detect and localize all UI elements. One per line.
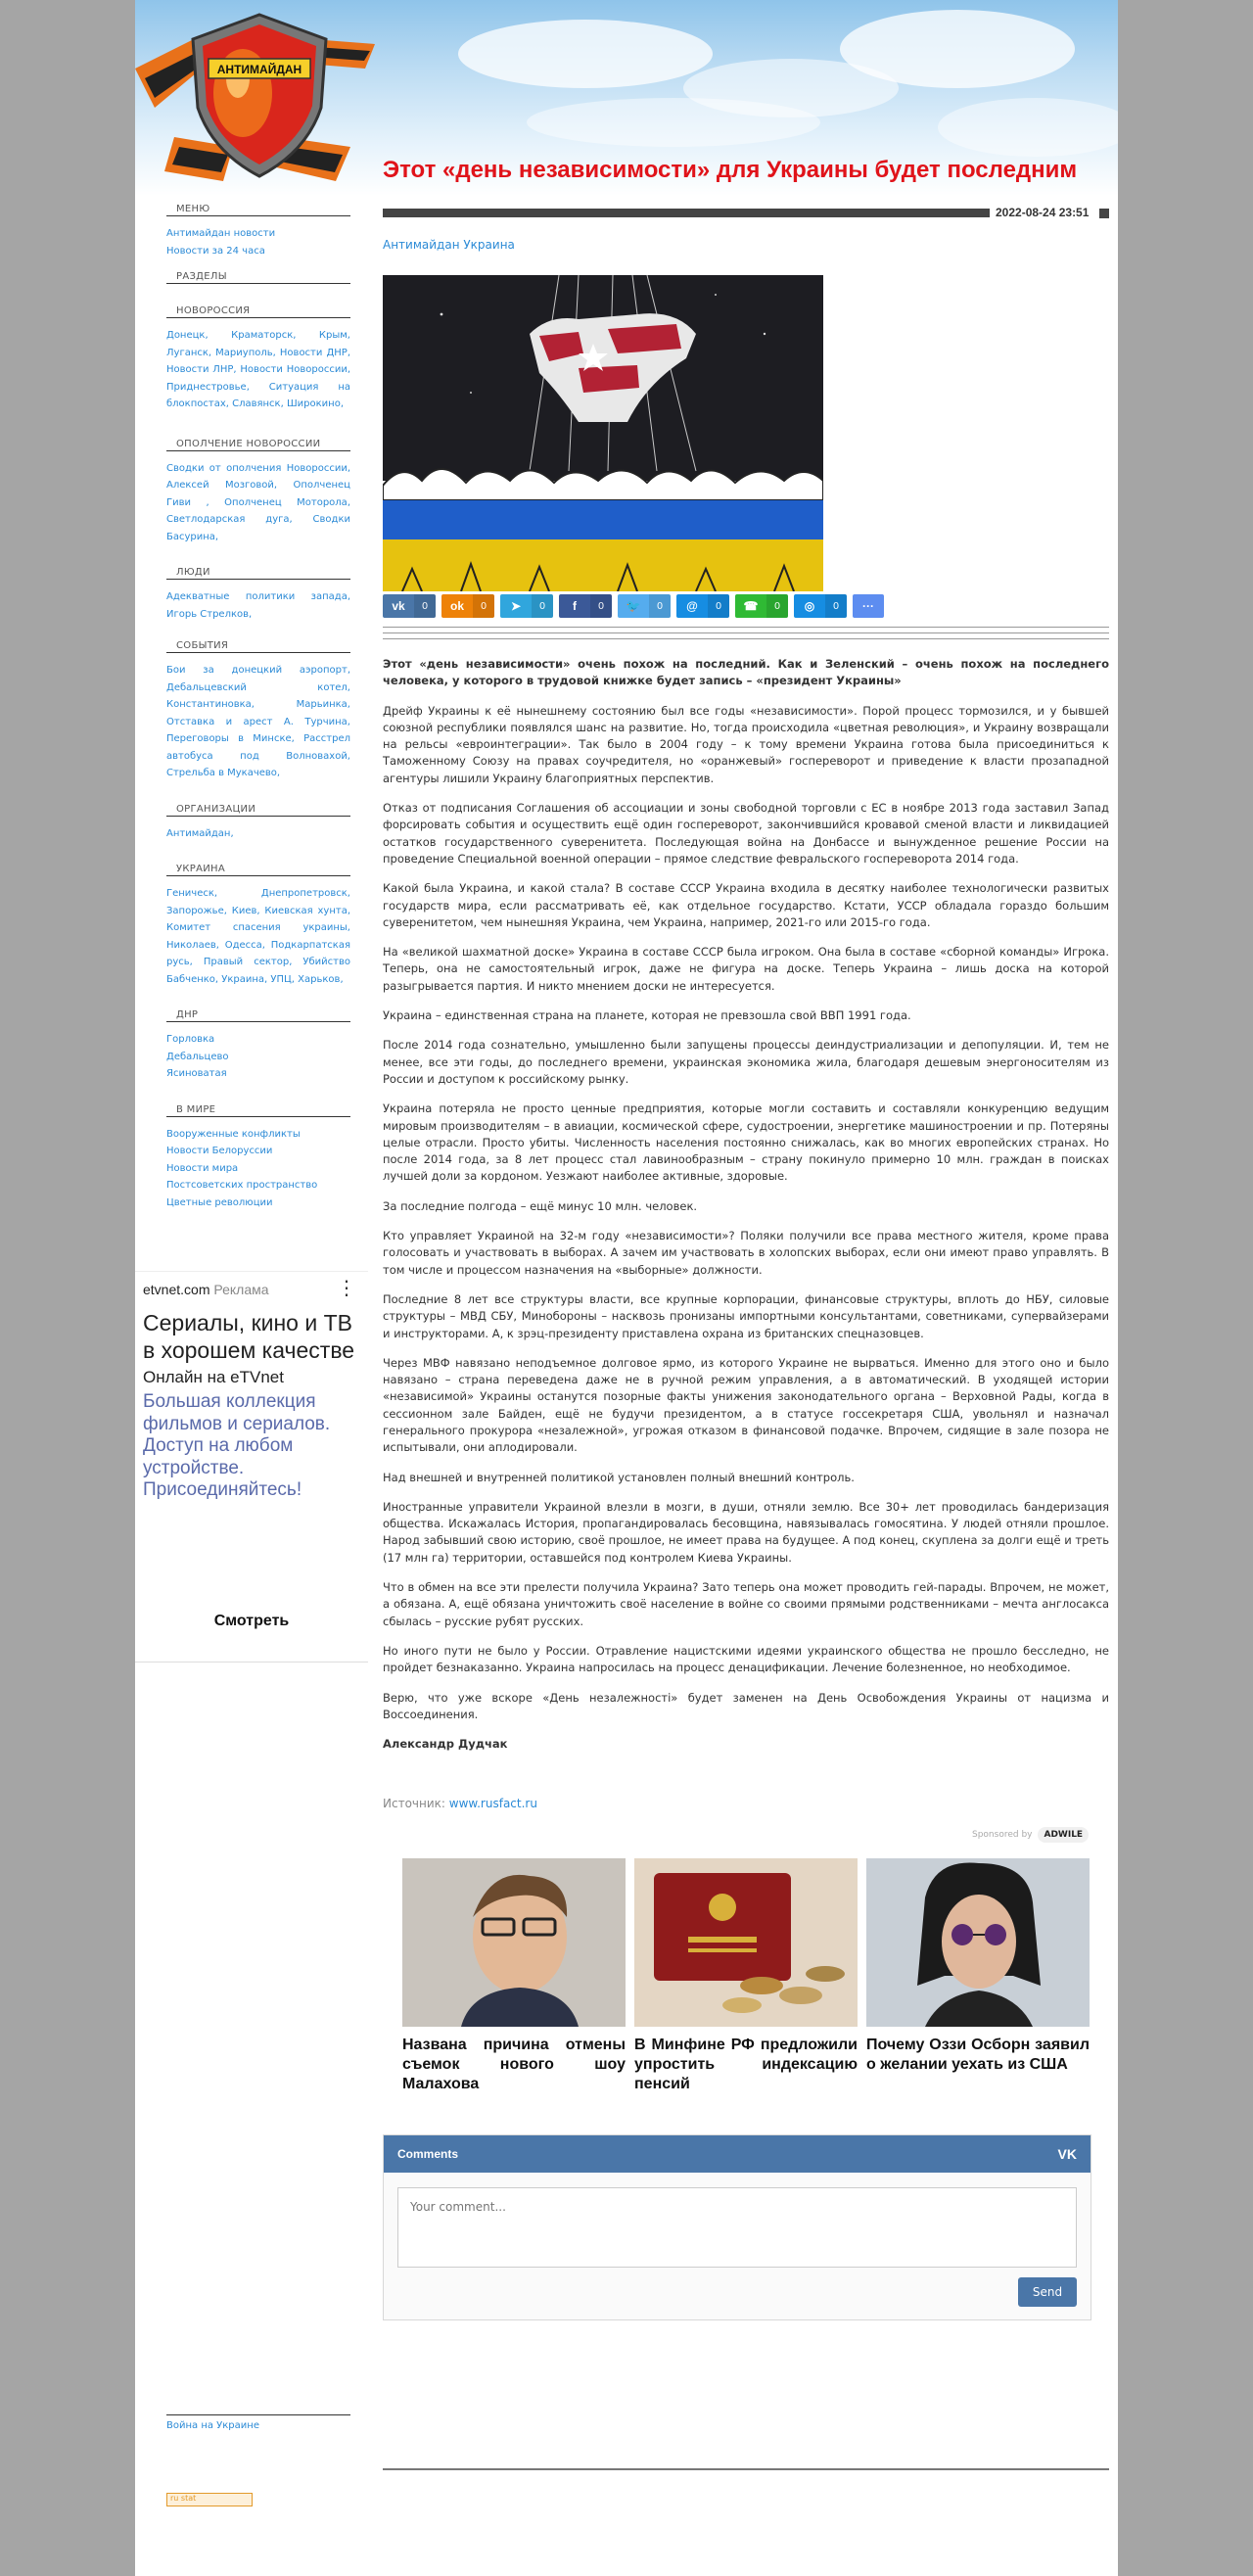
sidebar-link[interactable]: Антимайдан,: [166, 827, 234, 839]
sidebar-link[interactable]: Убийство Бабченко,: [166, 957, 351, 985]
article-paragraph: Дрейф Украины к её нынешнему состоянию был все годы «независимости». Порой процесс тормозился, и у бывшей союзной республики появлялся шанс на развитие. Но, тогда происходила «цветная революция», и Украину возвращали на рельсы «евроинтеграции». Так было в 2004 году – к тому времени Украина готова была присоединиться к Таможенному Союзу на правах соучредителя, но «оранжевый» госпереворот и приведение к власти прозападной агентуры лишили Украину благоприятных перспектив.: [383, 703, 1109, 785]
sidebar: [166, 204, 350, 1211]
sidebar-link[interactable]: Светлодарская дуга,: [166, 514, 293, 525]
share-button[interactable]: [441, 594, 494, 618]
share-count: 0: [532, 594, 553, 618]
comments-widget: [383, 2134, 1091, 2320]
ad-brand[interactable]: etvnet.com: [143, 1282, 210, 1297]
whatsapp-icon[interactable]: ☎: [743, 599, 759, 613]
sidebar-link[interactable]: Геническ,: [166, 888, 218, 899]
sidebar-section-title: НОВОРОССИЯ: [166, 305, 350, 318]
vk-icon[interactable]: vk: [392, 599, 405, 613]
article-paragraph: Иностранные управители Украиной влезли в мозги, в души, отняли землю. Все 30+ лет проводилась бандеризация общества. Искажалась История, пропагандировалась бесовщина, навязывалась гомосятина. У людей отняли прошлое. Народ забывший свою историю, своё прошлое, не имеет права на будущее. А под конец, скупленa за долги ещё и треть (17 млн га) территории, оставшейся под контролем Киева Украины.: [383, 1499, 1109, 1565]
sidebar-link[interactable]: Запорожье,: [166, 905, 227, 916]
recommend-title[interactable]: Названа причина отмены съемок нового шоу Малахова: [402, 2037, 626, 2092]
site-logo[interactable]: [135, 0, 385, 186]
article-paragraph: За последние полгода – ещё минус 10 млн. человек.: [383, 1198, 698, 1213]
page: [135, 0, 1118, 2576]
article-paragraph: Последние 8 лет все структуры власти, все крупные корпорации, финансовые структуры, вплоть до НБУ, силовые структуры – МВД СБУ, Минобороны – насквозь пронизаны импортными консультантами, советниками, супервайзерами и инструкторами. А, к зрэц-президенту приставлена охрана из британских спецназовцев.: [383, 1291, 1109, 1340]
article-paragraph: Что в обмен на все эти прелести получила Украина? Зато теперь она может проводить гей-парады. Впрочем, не может, а обязана. А, ещё обязана уничтожить своё население в войне со своими прямыми родственниками – мечта англосакса сбылась – русские рубят русских.: [383, 1580, 1109, 1628]
sidebar-link[interactable]: Марьинка,: [296, 699, 350, 710]
sidebar-link[interactable]: Краматорск,: [231, 330, 297, 341]
sponsored-label: Sponsored by: [972, 1830, 1033, 1840]
sidebar-link[interactable]: Приднестровье,: [166, 381, 250, 393]
divider: [383, 638, 1109, 639]
sidebar-link[interactable]: Широкино,: [286, 398, 345, 409]
sidebar-link[interactable]: Переговоры в Минске,: [166, 733, 295, 744]
twitter-icon[interactable]: 🐦: [626, 599, 641, 613]
article-paragraph: На «великой шахматной доске» Украина в составе СССР была игроком. Она была в составе «сборной команды» Игрока. Теперь, она не самостоятельный игрок, даже не фигура на доске. Теперь Украина – лишь доска на которой разыгрывается партия. И никто мнением доски не интересуется.: [383, 945, 1109, 993]
sidebar-section-title: ЛЮДИ: [166, 567, 350, 580]
share-buttons: [383, 594, 884, 618]
sidebar-link[interactable]: Комитет спасения украины,: [166, 922, 350, 933]
sidebar-links: [166, 825, 350, 843]
sidebar-link[interactable]: Луганск,: [166, 347, 212, 358]
sidebar-links: [166, 1126, 350, 1212]
sidebar-link[interactable]: Антимайдан новости: [166, 228, 276, 239]
sidebar-link[interactable]: Горловка: [166, 1034, 215, 1045]
share-button[interactable]: [383, 594, 436, 618]
divider: [383, 632, 1109, 633]
share-count: 0: [473, 594, 494, 618]
article-paragraph: Какой была Украина, и какой стала? В составе СССР Украина входила в десятку наиболее технологически развитых государств мира, если рассматривать её, как отдельное государство. Кстати, УССР обладала гораздо большим суверенитетом, чем нынешняя Украина, чем Украина, например, 2021-го или 2015-го года.: [383, 881, 1109, 929]
sidebar-section: [166, 1009, 350, 1083]
sidebar-section-title: УКРАИНА: [166, 864, 350, 876]
ad-cta-button[interactable]: Смотреть: [213, 1613, 290, 1629]
sidebar-link[interactable]: Цветные революции: [166, 1196, 273, 1208]
comment-input[interactable]: [397, 2187, 1077, 2268]
sidebar-section-title: ОРГАНИЗАЦИИ: [166, 804, 350, 817]
share-button[interactable]: [676, 594, 729, 618]
sidebar-link[interactable]: УПЦ,: [270, 973, 295, 985]
sidebar-link[interactable]: Сводки от ополчения Новороссии,: [166, 462, 350, 474]
article-paragraph: Над внешней и внутренней политикой установлен полный внешний контроль.: [383, 1470, 855, 1484]
sidebar-link[interactable]: Адекватные политики запада,: [166, 591, 350, 602]
ad-block[interactable]: [135, 1271, 368, 1663]
article-paragraph: Через МВФ навязано неподъемное долговое ярмо, из которого Украине не вырваться. Именно для этого оно и было навязано – страна переведена даже не в ручной режим управления, а в автоматический. В уходящей истории «независимой» Украины останутся позорные факты унижения законодательного органа – Верховной Рады, когда в сессионном зале Байден, ещё не будучи президентом, а в статусе госсекретаря США, увольнял и назначал генерального прокурора «незалежной», угрожая отказом в финансовой подачке. Впрочем, сидящие в зале позора не испытывали, они аплодировали.: [383, 1355, 1109, 1455]
article-title: Этот «день независимости» для Украины будет последним: [383, 157, 1078, 183]
recommend-card[interactable]: [866, 1858, 1090, 2075]
share-button[interactable]: [559, 594, 612, 618]
footer-divider: [383, 2468, 1109, 2470]
sidebar-link[interactable]: Новости Белоруссии: [166, 1146, 273, 1156]
recommend-image[interactable]: [866, 1858, 1090, 2027]
article-paragraph: Отказ от подписания Соглашения об ассоциации и зоны свободной торговли с ЕС в ноябре 2013 года заставил Запад форсировать события и осуществить ещё один госпереворот, закончившийся кровавой сменой власти и ликвидацией остатков государственного суверенитета. Последующая война на Донбассе и вынужденное решение России на проведение Специальной военной операции – прямое следствие февральского госпереворота 2014 года.: [383, 801, 1109, 866]
comments-title: Comments: [397, 2147, 459, 2161]
sidebar-section-title: ОПОЛЧЕНИЕ НОВОРОССИИ: [166, 439, 350, 451]
share-count: 0: [590, 594, 612, 618]
sidebar-link[interactable]: Днепропетровск,: [260, 888, 350, 899]
comments-header: [384, 2135, 1091, 2173]
sidebar-link[interactable]: Алексей Мозговой,: [166, 480, 278, 491]
article-paragraph: Украина потеряла не просто ценные предприятия, которые могли составить и составляли конкуренцию ведущим мировым производителям – в авиации, космической сфере, судостроении, энергетике машиностроении и пр. Потеряны целые отрасли. Просто убиты. Численность населения постоянно снижалась, как во многих европейских странах. Но после 2014 года, за 8 лет процесс стал лавинообразным – страну покинуло примерно 10 млн. граждан в поисках лучшей доли за кордоном. Уезжают наиболее активные, здоровые.: [383, 1101, 1109, 1184]
sidebar-links: [166, 588, 350, 623]
sidebar-link[interactable]: Бои за донецкий аэропорт,: [166, 665, 350, 676]
sidebar-links: [166, 327, 350, 413]
moimir-icon[interactable]: @: [686, 599, 698, 613]
footer-link[interactable]: Война на Украине: [166, 2414, 350, 2431]
ok-icon[interactable]: ok: [449, 599, 464, 613]
sidebar-link[interactable]: Новости Новороссии,: [240, 364, 350, 375]
sidebar-section-title: ДНР: [166, 1009, 350, 1022]
sidebar-link[interactable]: Киев,: [231, 905, 260, 916]
ad-menu-icon[interactable]: ⋮: [337, 1276, 356, 1299]
sidebar-link[interactable]: Новости ДНР,: [279, 347, 350, 358]
sidebar-link[interactable]: Киевская хунта,: [264, 905, 350, 916]
sidebar-link[interactable]: Одесса,: [224, 939, 265, 951]
facebook-icon[interactable]: f: [573, 599, 577, 613]
sidebar-link[interactable]: Новости мира: [166, 1162, 239, 1174]
sidebar-link[interactable]: Игорь Стрелков,: [166, 608, 253, 620]
sidebar-links: [166, 885, 350, 988]
share-count: 0: [766, 594, 788, 618]
share-count: 0: [414, 594, 436, 618]
adwile-logo[interactable]: ADWILE: [1038, 1827, 1089, 1843]
article-body: [383, 656, 1109, 1765]
sidebar-link[interactable]: Сводки Басурина,: [166, 514, 350, 542]
sidebar-section: [166, 804, 350, 843]
share-count: 0: [825, 594, 847, 618]
more-icon[interactable]: ···: [862, 599, 874, 613]
sidebar-section-title: СОБЫТИЯ: [166, 640, 350, 653]
article-source: [383, 1797, 537, 1810]
article-paragraph: Но иного пути не было у России. Отравление нацистскими идеями украинского общества не прошло бесследно, не пройдет безнаказанно. Украина напросилась на процесс денацификации. Лечение болезненное, но необходимое.: [383, 1643, 1109, 1675]
sidebar-link[interactable]: Новости ЛНР,: [166, 364, 237, 375]
sidebar-link[interactable]: Харьков,: [298, 973, 344, 985]
sidebar-links: [166, 1031, 350, 1083]
sidebar-link[interactable]: Постсоветских пространство: [166, 1180, 318, 1191]
sidebar-link[interactable]: Стрельба в Мукачево,: [166, 768, 281, 778]
sidebar-link[interactable]: Ополченец Моторола,: [224, 496, 350, 508]
divider: [383, 627, 1109, 628]
ad-subtitle[interactable]: Онлайн на eTVnet: [143, 1368, 284, 1386]
article-paragraph: Верю, что уже вскоре «День незалежності» будет заменен на День Освобождения Украины от нацизма и Воссоединения.: [383, 1690, 1109, 1721]
telegram-icon[interactable]: ➤: [510, 599, 522, 613]
sidebar-link[interactable]: Вооруженные конфликты: [166, 1128, 301, 1140]
sidebar-link[interactable]: Украина,: [221, 973, 268, 985]
source-link[interactable]: www.rusfact.ru: [448, 1797, 537, 1810]
sidebar-link[interactable]: Ополченец Гиви ,: [166, 480, 350, 508]
date-bar-line: [383, 209, 990, 217]
sidebar-section: [166, 271, 350, 284]
sidebar-link[interactable]: Ясиноватая: [166, 1068, 227, 1079]
sidebar-section: [166, 1104, 350, 1212]
sidebar-section: [166, 305, 350, 413]
vk-icon[interactable]: VK: [1057, 2146, 1077, 2162]
ad-header: [143, 1282, 269, 1297]
source-label: Источник:: [383, 1797, 445, 1810]
recommend-title[interactable]: Почему Оззи Осборн заявил о желании уехать из США: [866, 2037, 1090, 2073]
sidebar-link[interactable]: Новости за 24 часа: [166, 245, 265, 257]
share-button[interactable]: [618, 594, 671, 618]
recommend-image[interactable]: [402, 1858, 626, 2027]
svg-text:АНТИМАЙДАН: АНТИМАЙДАН: [216, 63, 302, 76]
sidebar-section: [166, 567, 350, 623]
article-date: 2022-08-24 23:51: [996, 206, 1090, 219]
share-count: 0: [649, 594, 671, 618]
sidebar-links: [166, 662, 350, 782]
sidebar-link[interactable]: Крым,: [318, 330, 350, 341]
article-author: Александр Дудчак: [383, 1737, 508, 1752]
sidebar-section: [166, 204, 350, 259]
viber-icon[interactable]: ◎: [804, 599, 815, 613]
article-paragraph: Кто управляет Украиной на 32-м году «независимости»? Поляки получили все права местного жителя, кроме права голосовать и участвовать в выборах. А зачем им участвовать в холопских выборах, если они имеют право управлять. В том числе и процессом назначения на «выборные» должности.: [383, 1229, 1109, 1277]
share-count: 0: [708, 594, 729, 618]
date-bar: [383, 208, 1109, 219]
sidebar-section: [166, 864, 350, 988]
article-lead: Этот «день независимости» очень похож на последний. Как и Зеленский – очень похож на последнего человека, у которого в трудовой книжке будет запись – «президент Украины»: [383, 657, 1109, 688]
ad-divider: [135, 1662, 368, 1663]
ad-label: Реклама: [213, 1282, 269, 1297]
sidebar-section: [166, 439, 350, 546]
share-button[interactable]: [735, 594, 788, 618]
sidebar-link[interactable]: Расстрел автобуса под Волновахой,: [166, 733, 350, 762]
recommend-card[interactable]: [402, 1858, 626, 2094]
share-button[interactable]: [853, 594, 884, 618]
sidebar-links: [166, 460, 350, 546]
sponsored-by: [972, 1827, 1089, 1843]
share-button[interactable]: [794, 594, 847, 618]
sidebar-section: [166, 640, 350, 782]
sidebar-section-title: РАЗДЕЛЫ: [166, 271, 350, 284]
recommend-image[interactable]: [634, 1858, 858, 2027]
sidebar-link[interactable]: Дебальцево: [166, 1051, 229, 1062]
sidebar-links: [166, 225, 350, 259]
sidebar-section-title: МЕНЮ: [166, 204, 350, 216]
date-bar-square: [1099, 209, 1109, 218]
sidebar-link[interactable]: Донецк,: [166, 330, 209, 341]
article-paragraph: Украина – единственная страна на планете, которая не превзошла свой ВВП 1991 года.: [383, 1008, 911, 1023]
sidebar-section-title: В МИРЕ: [166, 1104, 350, 1117]
ad-title[interactable]: Сериалы, кино и ТВ в хорошем качестве: [143, 1310, 355, 1363]
sidebar-link[interactable]: Ситуация на блокпостах,: [166, 381, 350, 409]
sidebar-link[interactable]: Подкарпатская русь,: [166, 939, 350, 967]
stat-counter[interactable]: ru stat: [166, 2493, 253, 2506]
send-comment-button[interactable]: Send: [1018, 2277, 1077, 2307]
ad-description[interactable]: Большая коллекция фильмов и сериалов. Доступ на любом устройстве. Присоединяйтесь!: [143, 1391, 331, 1500]
recommend-card[interactable]: [634, 1858, 858, 2094]
sidebar-link[interactable]: Константиновка,: [166, 699, 255, 710]
share-button[interactable]: [500, 594, 553, 618]
article-hero-image: [383, 275, 823, 591]
article-paragraph: После 2014 года сознательно, умышленно были запущены процессы деиндустриализации и депопуляции. И, тем не менее, все эти годы, до последнего времени, украинская экономика жила, благодаря дешевым энергоносителям из России и доступом к российскому рынку.: [383, 1038, 1109, 1086]
sidebar-link[interactable]: Славянск,: [232, 398, 284, 409]
article-category-link[interactable]: Антимайдан Украина: [383, 238, 515, 252]
sidebar-link[interactable]: Правый сектор,: [203, 957, 293, 967]
sidebar-link[interactable]: Отставка и арест А. Турчина,: [166, 716, 350, 727]
recommend-title[interactable]: В Минфине РФ предложили упростить индексацию пенсий: [634, 2037, 858, 2092]
sidebar-link[interactable]: Мариуполь,: [215, 347, 276, 358]
sidebar-link[interactable]: Дебальцевский котел,: [166, 681, 350, 693]
sidebar-link[interactable]: Николаев,: [166, 939, 219, 951]
